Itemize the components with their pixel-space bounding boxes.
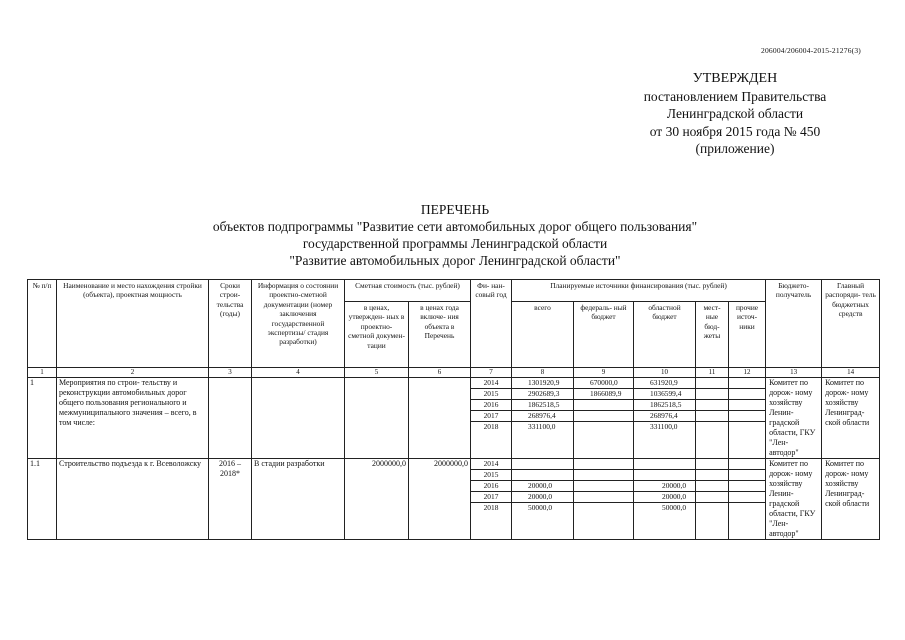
other-cell	[729, 400, 766, 411]
total-cell	[512, 459, 574, 470]
regional-cell	[634, 470, 696, 481]
federal-cell	[574, 503, 634, 540]
header-total: всего	[512, 302, 574, 368]
other-cell	[729, 470, 766, 481]
row-docs: В стадии разработки	[252, 459, 345, 540]
other-cell	[729, 503, 766, 540]
column-numbers-row	[28, 368, 880, 378]
row-terms: 2016 – 2018*	[209, 459, 252, 540]
column-number: 12	[729, 368, 766, 378]
other-cell	[729, 422, 766, 459]
approved-line: постановлением Правительства	[643, 88, 827, 104]
title-heading: ПЕРЕЧЕНЬ	[420, 202, 490, 217]
column-number: 1	[28, 368, 57, 378]
column-number: 10	[634, 368, 696, 378]
total-cell: 1862518,5	[512, 400, 574, 411]
total-cell: 2902689,3	[512, 389, 574, 400]
regional-cell: 1036599,4	[634, 389, 696, 400]
header-docs: Информация о состоянии проектно-сметной документации (номер заключения государственной экспертизы/ стадия разработки)	[252, 280, 345, 368]
approved-note: (приложение)	[695, 141, 775, 156]
other-cell	[729, 411, 766, 422]
year-cell: 2015	[471, 389, 512, 400]
year-cell: 2017	[471, 411, 512, 422]
header-name: Наименование и место нахождения стройки (объекта), проектная мощность	[57, 280, 209, 368]
header-local: мест- ные бюд- жеты	[696, 302, 729, 368]
local-cell	[696, 470, 729, 481]
column-number: 11	[696, 368, 729, 378]
total-cell: 1301920,9	[512, 378, 574, 389]
other-cell	[729, 389, 766, 400]
year-cell: 2016	[471, 400, 512, 411]
regional-cell: 631920,9	[634, 378, 696, 389]
column-number: 9	[574, 368, 634, 378]
approved-line: Ленинградской области	[666, 106, 804, 121]
table-row	[28, 378, 880, 389]
row-cost-inclusion: 2000000,0	[409, 459, 471, 540]
federal-cell	[574, 492, 634, 503]
approval-block	[600, 70, 870, 158]
column-number: 5	[345, 368, 409, 378]
local-cell	[696, 400, 729, 411]
federal-cell	[574, 422, 634, 459]
column-number: 13	[766, 368, 822, 378]
regional-cell: 50000,0	[634, 503, 696, 540]
row-manager: Комитет по дорож- ному хозяйству Ленинград- ской области	[822, 459, 880, 540]
year-cell: 2014	[471, 459, 512, 470]
federal-cell	[574, 481, 634, 492]
local-cell	[696, 389, 729, 400]
header-recipient: Бюджето- получатель	[766, 280, 822, 368]
row-manager: Комитет по дорож- ному хозяйству Ленинград- ской области	[822, 378, 880, 459]
other-cell	[729, 481, 766, 492]
regional-cell: 331100,0	[634, 422, 696, 459]
document-id: 206004/206004-2015-21276(3)	[761, 46, 861, 55]
row-name: Мероприятия по строи- тельству и реконструкции автомобильных дорог общего пользования регионального и межмуниципального значения – всего, в том числе:	[57, 378, 209, 459]
local-cell	[696, 492, 729, 503]
local-cell	[696, 503, 729, 540]
federal-cell: 670000,0	[574, 378, 634, 389]
column-number: 6	[409, 368, 471, 378]
title-line: государственной программы Ленинградской области	[302, 236, 608, 251]
row-docs	[252, 378, 345, 459]
row-cost-approved	[345, 378, 409, 459]
total-cell: 20000,0	[512, 481, 574, 492]
header-terms: Сроки строи- тельства (годы)	[209, 280, 252, 368]
local-cell	[696, 481, 729, 492]
row-recipient: Комитет по дорож- ному хозяйству Ленин- градской области, ГКУ "Лен- автодор"	[766, 378, 822, 459]
row-cost-inclusion	[409, 378, 471, 459]
other-cell	[729, 492, 766, 503]
year-cell: 2014	[471, 378, 512, 389]
title-line: "Развитие автомобильных дорог Ленинградской области"	[289, 253, 621, 268]
local-cell	[696, 378, 729, 389]
header-regional: областной бюджет	[634, 302, 696, 368]
column-number: 2	[57, 368, 209, 378]
header-num: № п/п	[28, 280, 57, 368]
row-recipient: Комитет по дорож- ному хозяйству Ленин- градской области, ГКУ "Лен- автодор"	[766, 459, 822, 540]
header-cost-inclusion: в ценах года включе- ния объекта в Перечень	[409, 302, 471, 368]
header-other: прочие источ- ники	[729, 302, 766, 368]
federal-cell	[574, 459, 634, 470]
column-number: 7	[471, 368, 512, 378]
column-number: 8	[512, 368, 574, 378]
total-cell	[512, 470, 574, 481]
other-cell	[729, 459, 766, 470]
regional-cell: 1862518,5	[634, 400, 696, 411]
approved-heading: УТВЕРЖДЕН	[692, 71, 778, 86]
federal-cell	[574, 400, 634, 411]
header-federal: федераль- ный бюджет	[574, 302, 634, 368]
header-manager: Главный распоряди- тель бюджетных средств	[822, 280, 880, 368]
year-cell: 2018	[471, 422, 512, 459]
federal-cell: 1866089,9	[574, 389, 634, 400]
local-cell	[696, 411, 729, 422]
row-cost-approved: 2000000,0	[345, 459, 409, 540]
row-num: 1.1	[28, 459, 57, 540]
year-cell: 2018	[471, 503, 512, 540]
header-sources: Планируемые источники финансирования (тыс. рублей)	[512, 280, 766, 302]
objects-table	[27, 279, 880, 540]
regional-cell: 20000,0	[634, 492, 696, 503]
header-cost-approved: в ценах, утвержден- ных в проектно- сметной докумен- тации	[345, 302, 409, 368]
total-cell: 20000,0	[512, 492, 574, 503]
regional-cell	[634, 459, 696, 470]
regional-cell: 268976,4	[634, 411, 696, 422]
column-number: 3	[209, 368, 252, 378]
column-number: 14	[822, 368, 880, 378]
row-terms	[209, 378, 252, 459]
header-cost: Сметная стоимость (тыс. рублей)	[345, 280, 471, 302]
total-cell: 331100,0	[512, 422, 574, 459]
total-cell: 50000,0	[512, 503, 574, 540]
federal-cell	[574, 470, 634, 481]
federal-cell	[574, 411, 634, 422]
local-cell	[696, 459, 729, 470]
year-cell: 2017	[471, 492, 512, 503]
total-cell: 268976,4	[512, 411, 574, 422]
row-name: Строительство подъезда к г. Всеволожску	[57, 459, 209, 540]
header-fin-year: Фи- нан- совый год	[471, 280, 512, 368]
year-cell: 2016	[471, 481, 512, 492]
document-title	[120, 201, 790, 269]
regional-cell: 20000,0	[634, 481, 696, 492]
row-num: 1	[28, 378, 57, 459]
local-cell	[696, 422, 729, 459]
column-number: 4	[252, 368, 345, 378]
year-cell: 2015	[471, 470, 512, 481]
title-line: объектов подпрограммы "Развитие сети автомобильных дорог общего пользования"	[212, 219, 698, 234]
approved-date: от 30 ноября 2015 года № 450	[649, 123, 821, 139]
table-row	[28, 459, 880, 470]
other-cell	[729, 378, 766, 389]
